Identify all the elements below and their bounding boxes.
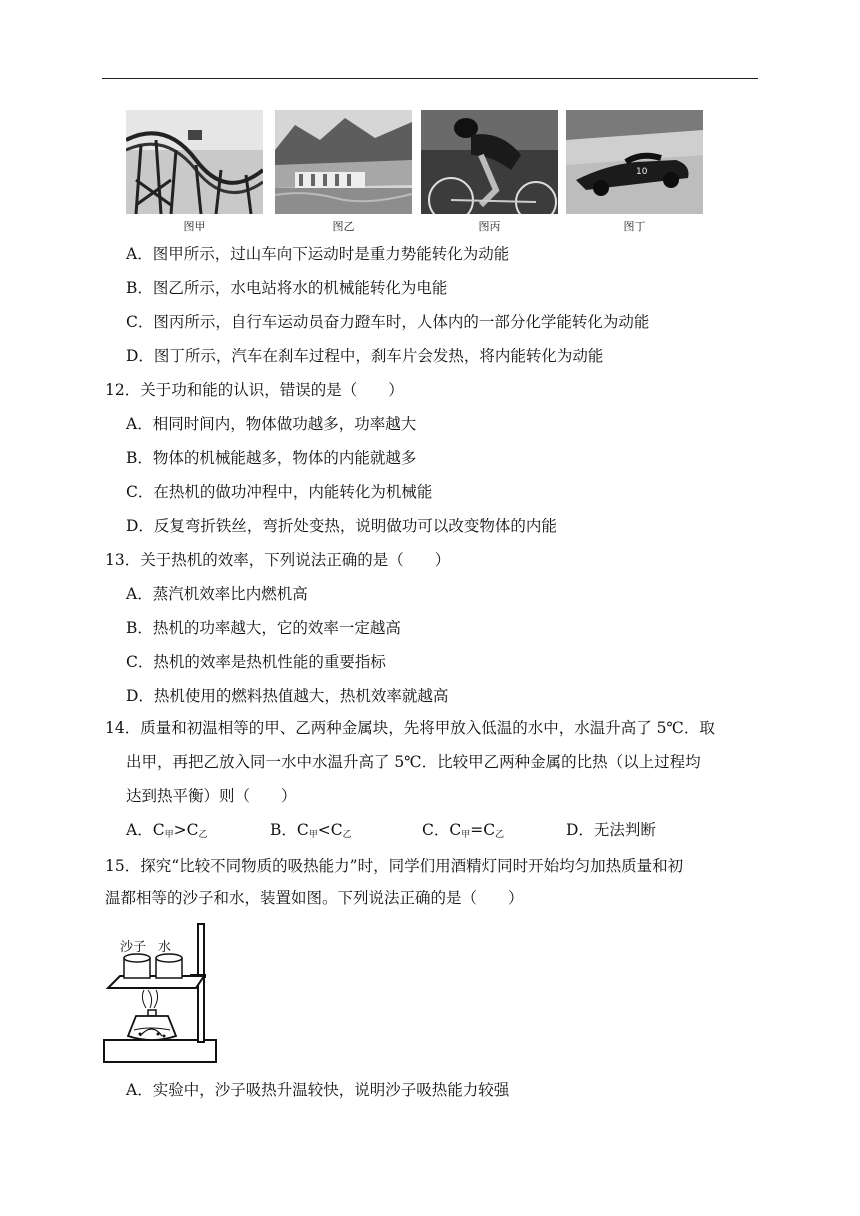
label-sand: 沙子 [120,940,147,955]
photo-hydropower-dam [275,110,412,214]
q13-option-a: A．蒸汽机效率比内燃机高 [126,585,308,603]
q14-stem-line-1: 14．质量和初温相等的甲、乙两种金属块，先将甲放入低温的水中，水温升高了 5℃．取 [105,719,715,737]
q15-stem-line-1: 15．探究“比较不同物质的吸热能力”时，同学们用酒精灯同时开始均匀加热质量和初 [105,857,684,875]
q15-option-a: A．实验中，沙子吸热升温较快，说明沙子吸热能力较强 [126,1081,510,1099]
label-water: 水 [158,940,172,955]
q11-option-a: A．图甲所示，过山车向下运动时是重力势能转化为动能 [126,245,510,263]
q15-stem-line-2: 温都相等的沙子和水，装置如图。下列说法正确的是（ ） [105,889,524,907]
header-rule [102,78,758,79]
q12-option-b: B．物体的机械能越多，物体的内能就越多 [126,449,417,467]
q11-option-b: B．图乙所示，水电站将水的机械能转化为电能 [126,279,448,297]
q14-stem-line-3: 达到热平衡）则（ ） [126,787,297,805]
q12-option-d: D．反复弯折铁丝，弯折处变热，说明做功可以改变物体的内能 [126,517,557,535]
photo-roller-coaster [126,110,263,214]
heating-apparatus-figure [100,918,220,1072]
caption-bing: 图丙 [478,220,501,233]
q13-stem: 13．关于热机的效率，下列说法正确的是（ ） [105,551,451,569]
q13-option-b: B．热机的功率越大，它的效率一定越高 [126,619,401,637]
q14-option-b: B．$C_甲<C_乙$ [270,821,352,840]
svg-text:10: 10 [636,167,648,177]
q12-stem: 12．关于功和能的认识，错误的是（ ） [105,381,404,399]
q11-option-c: C．图丙所示，自行车运动员奋力蹬车时，人体内的一部分化学能转化为动能 [126,313,650,331]
photo-cyclist [421,110,558,214]
caption-yi: 图乙 [332,220,355,233]
q11-option-d: D．图丁所示，汽车在刹车过程中，刹车片会发热，将内能转化为动能 [126,347,604,365]
q14-option-d: D．无法判断 [566,821,656,839]
q12-option-a: A．相同时间内，物体做功越多，功率越大 [126,415,417,433]
q13-option-c: C．热机的效率是热机性能的重要指标 [126,653,386,671]
caption-jia: 图甲 [183,220,206,233]
q13-option-d: D．热机使用的燃料热值越大，热机效率就越高 [126,687,449,705]
q14-option-a: A．$C_甲>C_乙$ [126,821,208,840]
photo-race-car [566,110,703,214]
q12-option-c: C．在热机的做功冲程中，内能转化为机械能 [126,483,433,501]
q14-stem-line-2: 出甲，再把乙放入同一水中水温升高了 5℃．比较甲乙两种金属的比热（以上过程均 [126,753,701,771]
q14-option-c: C．$C_甲=C_乙$ [422,821,505,840]
caption-ding: 图丁 [623,220,646,233]
